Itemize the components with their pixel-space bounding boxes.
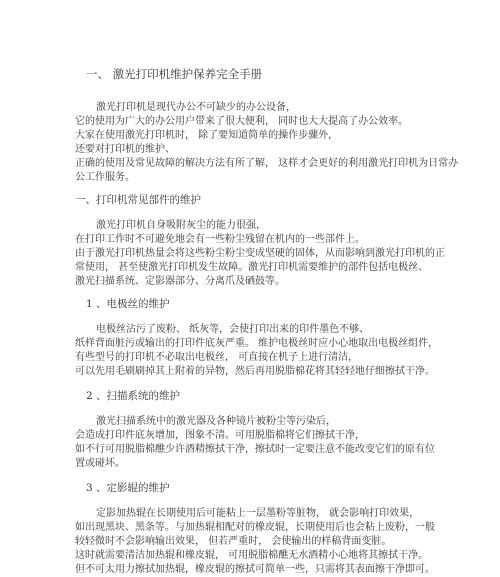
intro-line: 它的使用为广大的办公用户带来了很大便利， 同时也大大提高了办公效率。	[75, 116, 409, 127]
section-line: 激光扫描系统、定影器部分、分离爪及硒鼓等。	[75, 276, 285, 287]
intro-line: 激光打印机是现代办公不可缺少的办公设备，	[96, 102, 296, 113]
subsection-line: 有些型号的打印机不必取出电极丝， 可直接在机子上进行清洁，	[75, 352, 359, 363]
subsection-line: 纸样背面脏污或输出的打印件底灰严重。 维护电极丝时应小心地取出电极丝组件，	[75, 338, 439, 349]
subsection-line: 这时就需要清洁加热辊和橡皮辊， 可用脱脂棉醮无水酒精小心地将其擦拭干净。	[75, 550, 429, 561]
subsection-heading: 3 、定影辊的维护	[86, 482, 170, 494]
intro-line: 正确的使用及常见故障的解决方法有所了解， 这样才会更好的利用激光打印机为日常办	[75, 158, 459, 169]
subsection-line: 置或碰坏。	[75, 458, 125, 469]
intro-line: 公工作服务。	[75, 172, 135, 183]
subsection-line: 激光扫描系统中的激光器及各种镜片被粉尘等污染后，	[96, 416, 336, 427]
section-line: 激光打印机自身吸附灰尘的能力很强，	[96, 220, 266, 231]
subsection-line: 电极丝沾污了废粉、 纸灰等，会使打印出来的印件墨色不够、	[96, 324, 370, 335]
subsection-line: 如出现黑块、黑条等。与加热辊相配对的橡皮辊，长期使用后也会粘上废粉，一般	[75, 522, 435, 533]
subsection-heading: 1 、电极丝的维护	[86, 298, 170, 310]
section-line: 在打印工作时不可避免地会有一些粉尘残留在机内的一些部件上。	[75, 234, 365, 245]
subsection-line: 定影加热辊在长期使用后可能粘上一层墨粉等脏物， 就会影响打印效果，	[96, 508, 420, 519]
subsection-line: 会造成打印件底灰增加，图象不清。可用脱脂棉将它们擦拭干净，	[75, 430, 365, 441]
subsection-line: 如不行可用脱脂棉醮少许酒精擦拭干净，擦拭时一定要注意不能改变它们的原有位	[75, 444, 435, 455]
document-title: 一、 激光打印机维护保养完全手册	[86, 67, 263, 81]
section-line: 由于激光打印机热量会将这些粉尘粉尘变成坚硬的固体，从而影响到激光打印机的正	[75, 248, 445, 259]
intro-line: 还要对打印机的维护、	[75, 144, 175, 155]
intro-line: 大家在使用激光打印机时， 除了要知道简单的操作步骤外，	[75, 130, 339, 141]
subsection-line: 可以先用毛刷刷掉其上附着的异物，然后再用脱脂棉花将其轻轻地仔细擦拭干净。	[75, 366, 435, 377]
subsection-line: 但不可太用力擦拭加热辊，橡皮辊的擦拭可简单一些，只需将其表面擦干净即可。	[75, 564, 435, 575]
subsection-heading: 2 、扫描系统的维护	[86, 390, 181, 402]
section-line: 常使用， 甚至使激光打印机发生故障。激光打印机需要维护的部件包括电极丝、	[75, 262, 429, 273]
section-heading: 一、打印机常见部件的维护	[75, 194, 201, 206]
subsection-line: 较轻微时不会影响输出效果， 但若严重时， 会使输出的样稿背面变脏。	[75, 536, 392, 547]
